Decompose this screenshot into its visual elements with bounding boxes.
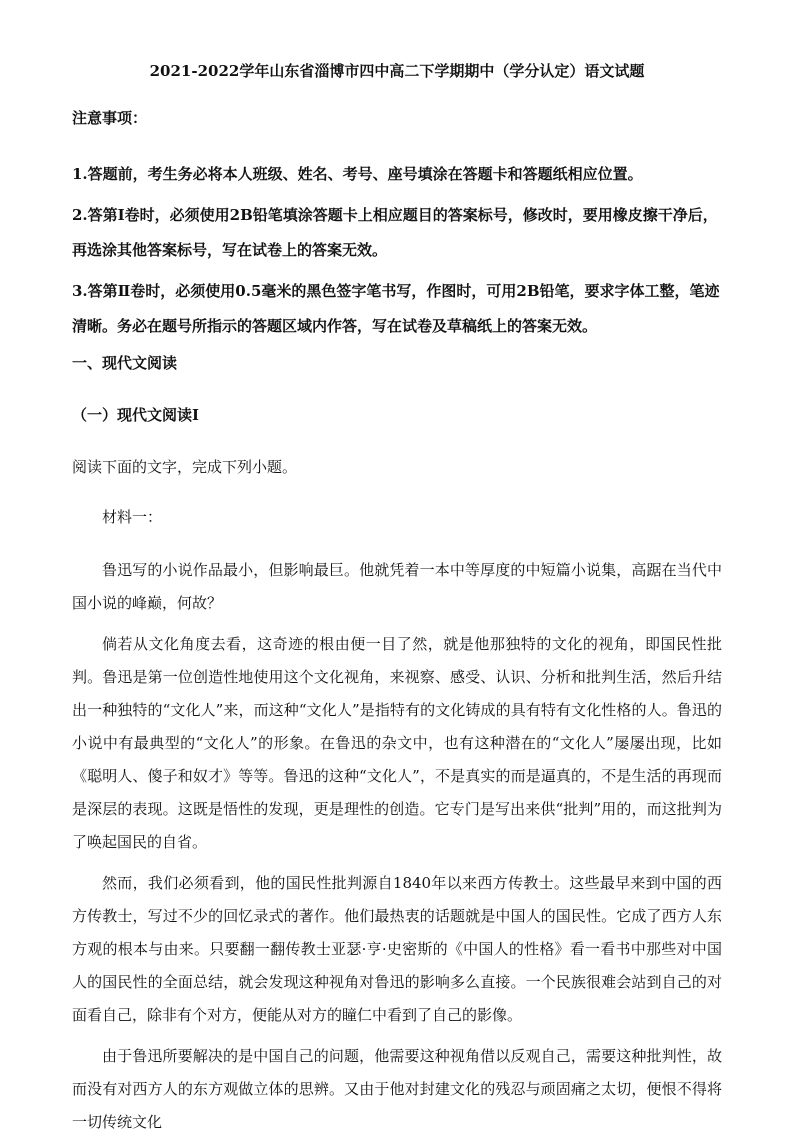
notice-item-2: 2.答第Ⅰ卷时，必须使用2B铅笔填涂答题卡上相应题目的答案标号，修改时，要用橡皮擦干净后，再选涂其他答案标号，写在试卷上的答案无效。 <box>72 206 718 259</box>
passage-paragraph-1: 鲁迅写的小说作品最小，但影响最巨。他就凭着一本中等厚度的中短篇小说集，高踞在当代中国小说的峰巅，何故？ <box>72 561 722 612</box>
exam-page <box>72 60 722 1147</box>
passage-paragraph-3: 然而，我们必须看到，他的国民性批判源自1840年以来西方传教士。这些最早来到中国的西方传教士，写过不少的回忆录式的著作。他们最热衷的话题就是中国人的国民性。它成了西方人东方观的根本与由来。只要翻一翻传教士亚瑟·亨·史密斯的《中国人的性格》看一看书中那些对中国人的国民性的全面总结，就会发现这种视角对鲁迅的影响多么直接。一个民族很难会站到自己的对面看自己，除非有个对方，便能从对方的瞳仁中看到了自己的影像。 <box>72 874 722 1024</box>
section-heading-modern-reading: 一、现代文阅读 <box>72 354 178 372</box>
passage-paragraph-4: 由于鲁迅所要解决的是中国自己的问题，他需要这种视角借以反观自己，需要这种批判性，故而没有对西方人的东方观做立体的思辨。又由于他对封建文化的残忍与顽固痛之太切，便恨不得将一切传统文化 <box>72 1047 722 1131</box>
subsection-heading-reading-1: （一）现代文阅读Ⅰ <box>72 406 200 424</box>
notice-heading: 注意事项： <box>72 109 148 127</box>
page-title: 2021-2022学年山东省淄博市四中高二下学期期中（学分认定）语文试题 <box>149 62 645 80</box>
passage-paragraph-2: 倘若从文化角度去看，这奇迹的根由便一目了然，就是他那独特的文化的视角，即国民性批判。鲁迅是第一位创造性地使用这个文化视角，来视察、感受、认识、分析和批判生活，然后升结出一种独特的“文化人”来，而这种“文化人”是指特有的文化铸成的具有特有文化性格的人。鲁迅的小说中有最典型的“文化人”的形象。在鲁迅的杂文中，也有这种潜在的“文化人”屡屡出现，比如《聪明人、傻子和奴才》等等。鲁迅的这种“文化人”，不是真实的而是逼真的，不是生活的再现而是深层的表现。这既是悟性的发现，更是理性的创造。它专门是写出来供“批判”用的，而这批判为了唤起国民的自省。 <box>72 635 722 851</box>
instruction-text: 阅读下面的文字，完成下列小题。 <box>72 458 298 476</box>
notice-item-1: 1.答题前，考生务必将本人班级、姓名、考号、座号填涂在答题卡和答题纸相应位置。 <box>72 165 643 183</box>
material-label: 材料一： <box>102 508 163 526</box>
notice-item-3: 3.答第Ⅱ卷时，必须使用0.5毫米的黑色签字笔书写，作图时，可用2B铅笔，要求字体工整，笔迹清晰。务必在题号所指示的答题区域内作答，写在试卷及草稿纸上的答案无效。 <box>72 282 720 335</box>
